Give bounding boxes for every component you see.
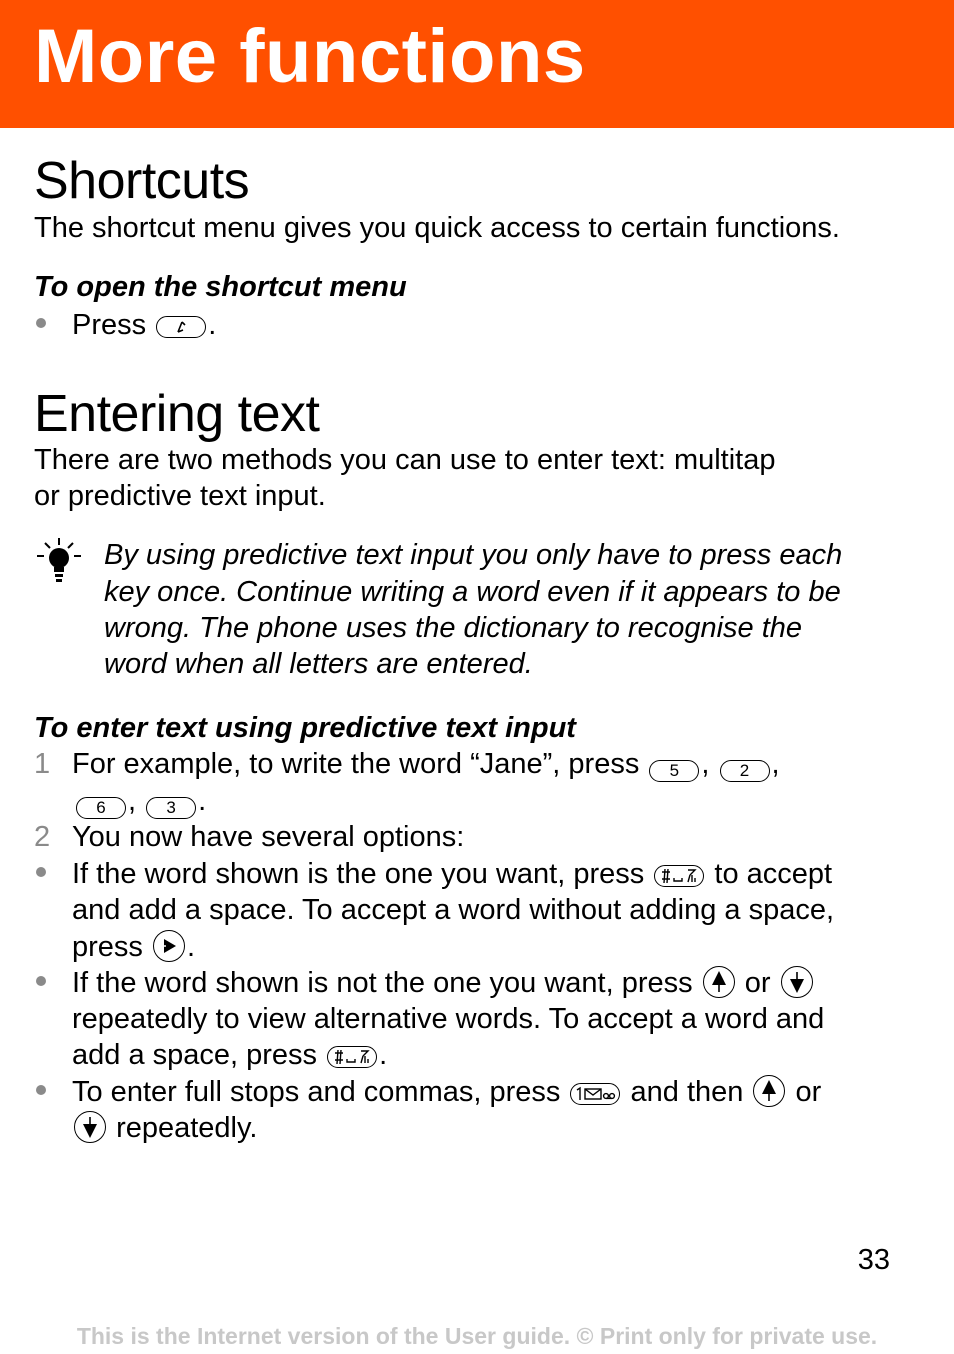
step-1-line-1: For example, to write the word “Jane”, press 5 , 2 , [72,748,780,780]
step-number: 1 [34,748,51,780]
page-title: More functions [34,14,586,99]
shortcuts-procedure-title: To open the shortcut menu [34,271,407,303]
tip-line-3: wrong. The phone uses the dictionary to recognise the [104,612,803,644]
bullet-3-line-1: To enter full stops and commas, press and then or [72,1076,822,1108]
bullet-dot [36,867,46,877]
entering-text-heading: Entering text [34,385,320,443]
step-number: 2 [34,821,51,853]
bullet-2-line-1: If the word shown is not the one you want, press or [72,965,932,1002]
lightbulb-icon [34,538,86,584]
bullet-dot [36,976,46,986]
tip-line-2: key once. Continue writing a word even if it appears to be [104,576,841,608]
hash-key-icon [654,865,704,887]
predictive-procedure-title: To enter text using predictive text input [34,712,576,744]
nav-down-icon [74,1111,106,1143]
key-3-icon: 3 [146,797,196,819]
key-2-icon: 2 [720,760,770,782]
bullet-dot [36,318,46,328]
entering-text-intro-line1: There are two methods you can use to enter text: multitap [34,444,776,476]
bullet-2-line-2: repeatedly to view alternative words. To accept a word and [72,1003,825,1035]
bullet-3-line-2: repeatedly. [72,1110,932,1147]
tip-line-4: word when all letters are entered. [104,648,533,680]
shortcuts-intro: The shortcut menu gives you quick access to certain functions. [34,212,840,244]
bullet-dot [36,1085,46,1095]
shortcuts-step: Press . [72,309,217,341]
bullet-2-line-3: add a space, press . [72,1039,388,1071]
step-1-line-2: 6 , 3 . [74,783,934,820]
footer-notice: This is the Internet version of the User guide. © Print only for private use. [76,1323,878,1349]
nav-down-icon [781,966,813,998]
shortcuts-heading: Shortcuts [34,152,250,210]
key-6-icon: 6 [76,797,126,819]
step-2-text: You now have several options: [72,821,465,853]
bullet-1-line-1: If the word shown is the one you want, press to accept [72,858,833,890]
nav-up-icon [703,966,735,998]
tip-line-1: By using predictive text input you only have to press each [104,539,843,571]
key-1-voicemail-icon [570,1083,620,1105]
entering-text-intro-line2: or predictive text input. [34,480,326,512]
key-5-icon: 5 [649,760,699,782]
nav-right-icon [153,930,185,962]
bullet-1-line-3: press . [72,931,196,963]
bullet-1-line-2: and add a space. To accept a word without adding a space, [72,894,835,926]
hash-key-icon [327,1046,377,1068]
nav-up-icon [753,1075,785,1107]
page-number: 33 [857,1244,890,1276]
shortcut-key-icon [156,316,206,338]
